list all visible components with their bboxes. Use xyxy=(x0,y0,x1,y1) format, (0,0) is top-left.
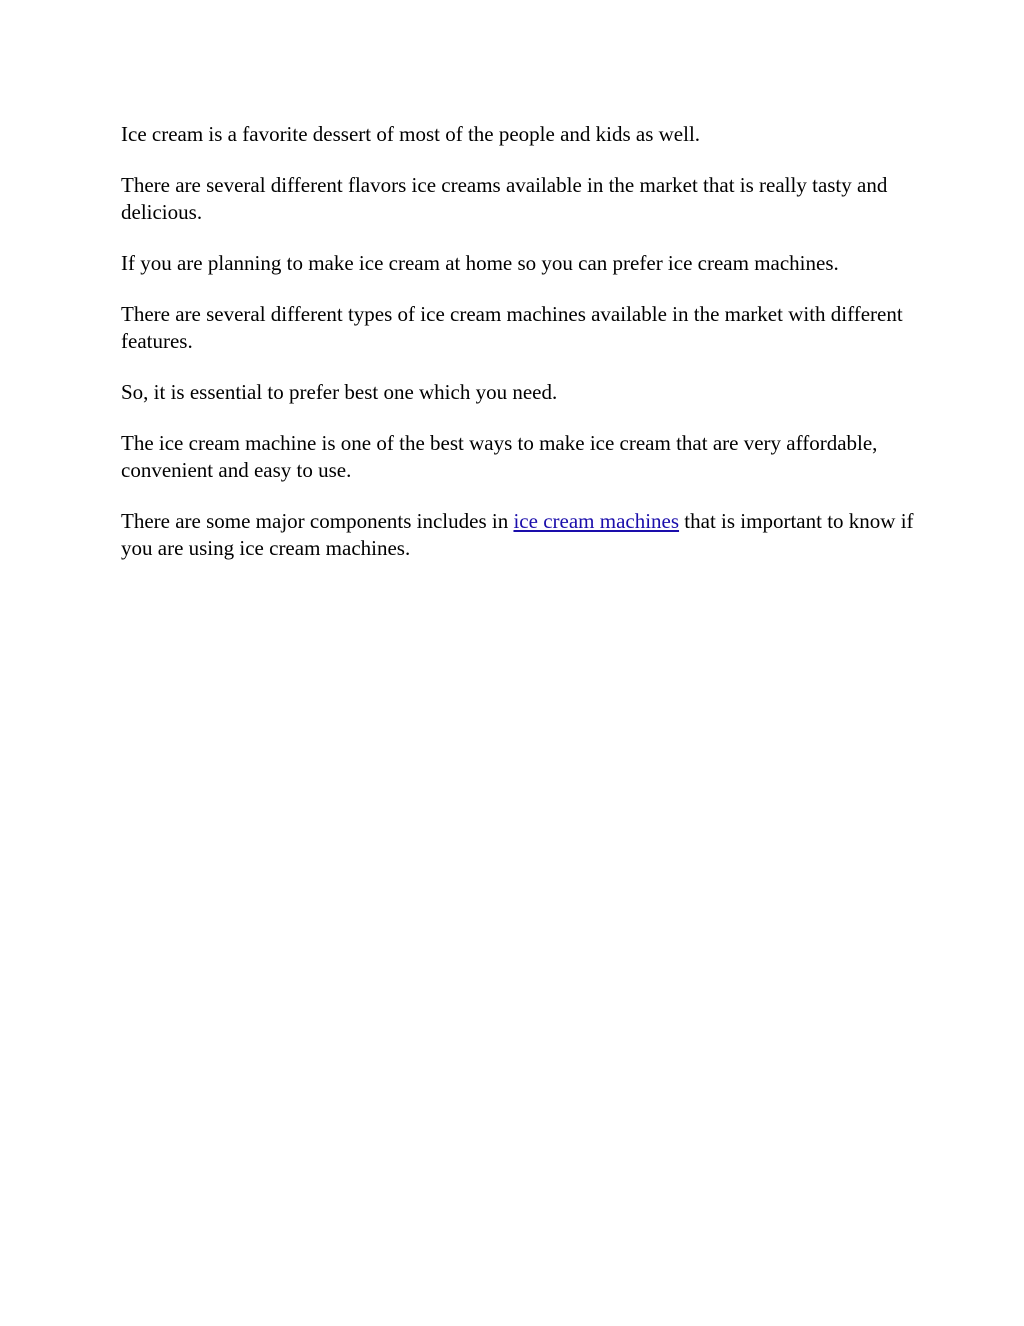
paragraph-7 xyxy=(121,508,921,562)
paragraph-2: There are several different flavors ice creams available in the market that is really tasty and delicious. xyxy=(121,173,888,224)
document-body xyxy=(121,121,921,586)
paragraph-5: So, it is essential to prefer best one which you need. xyxy=(121,380,558,404)
paragraph-7-before-link: There are some major components includes in xyxy=(121,509,514,533)
paragraph-3: If you are planning to make ice cream at home so you can prefer ice cream machines. xyxy=(121,251,839,275)
paragraph-1: Ice cream is a favorite dessert of most of the people and kids as well. xyxy=(121,122,701,146)
paragraph-7-after-link: that is important to know if you are using ice cream machines. xyxy=(121,509,914,560)
ice-cream-machines-link[interactable]: ice cream machines xyxy=(513,509,680,533)
paragraph-4: There are several different types of ice cream machines available in the market with different features. xyxy=(121,302,903,353)
paragraph-6: The ice cream machine is one of the best ways to make ice cream that are very affordable, convenient and easy to use. xyxy=(121,431,878,482)
